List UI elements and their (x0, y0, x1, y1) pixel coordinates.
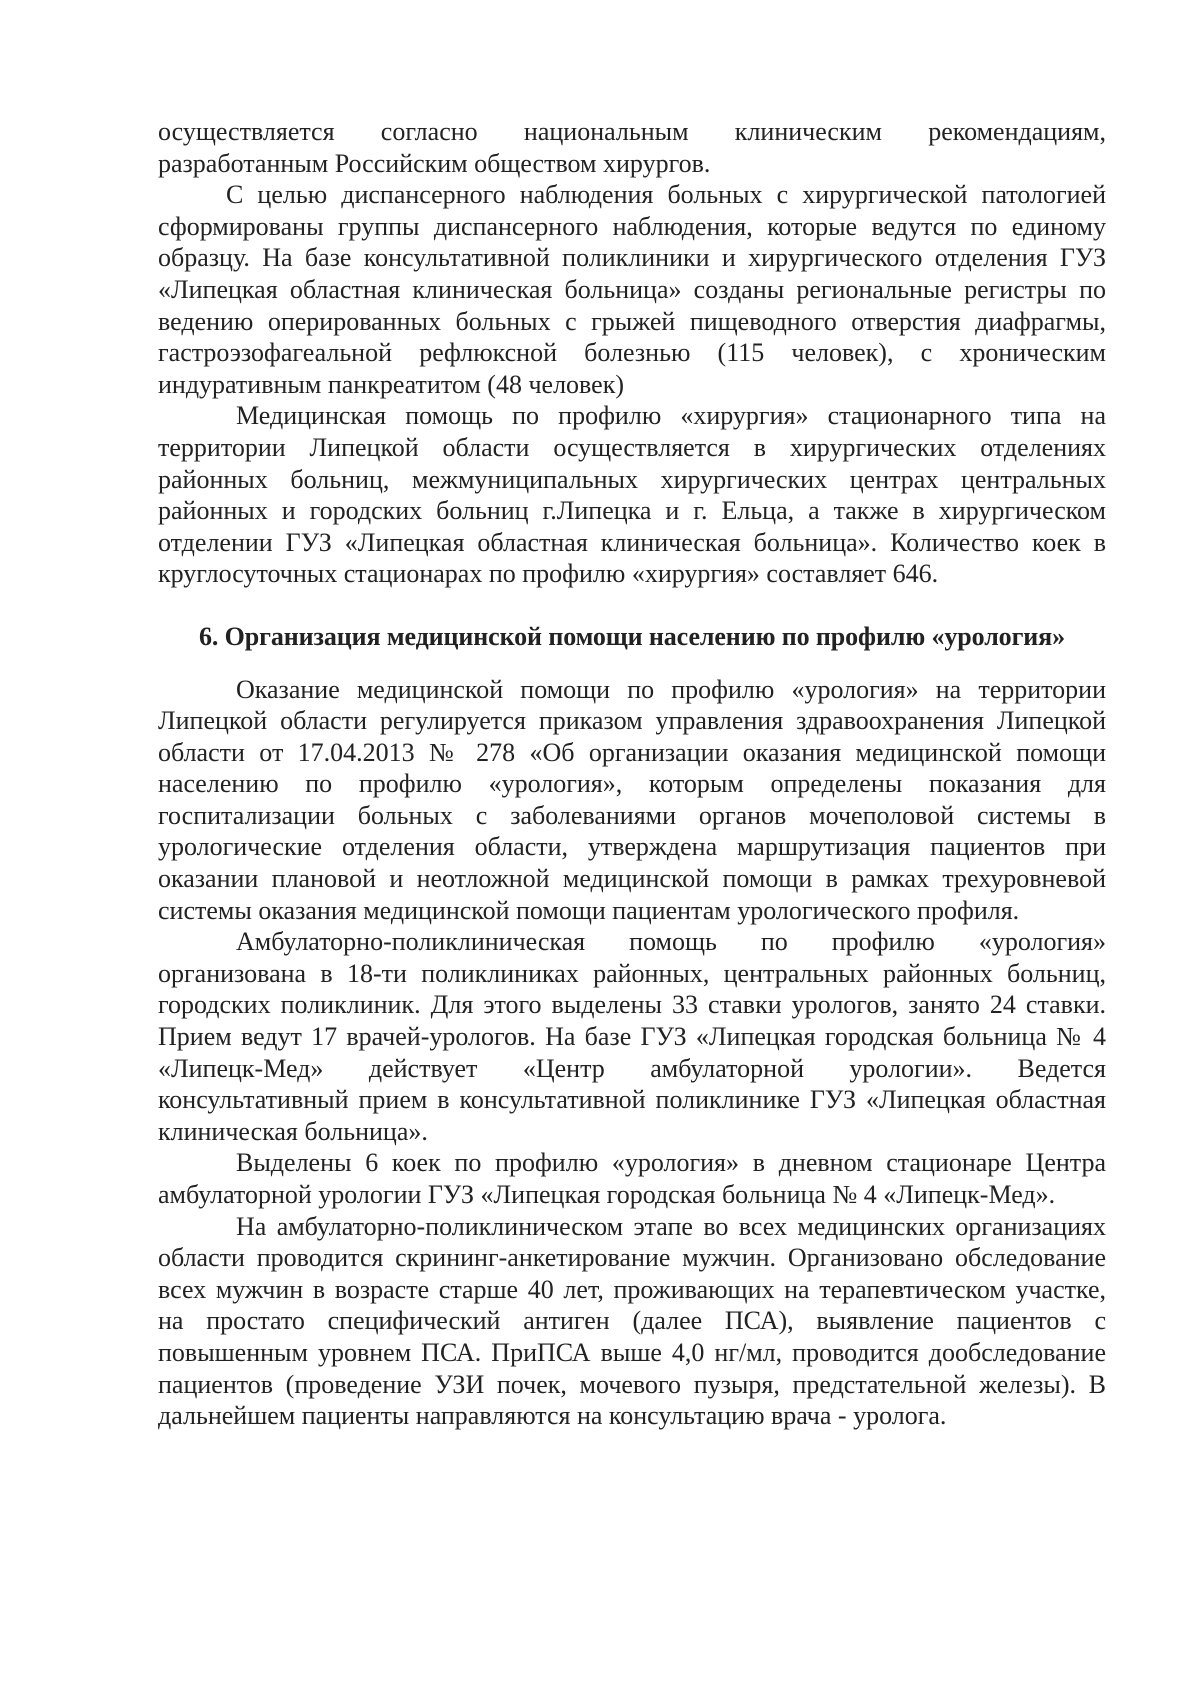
paragraph-surgery-guidelines: осуществляется согласно национальным клиническим рекомендациям, разработанным Российским обществом хирургов. (158, 117, 1106, 178)
paragraph-dispensary-observation: С целью диспансерного наблюдения больных с хирургической патологией сформированы группы диспансерного наблюдения, которые ведутся по единому образцу. На базе консультативной поликлиники и хирургического отделения ГУЗ «Липецкая областная клиническая больница» созданы региональные регистры по ведению оперированных больных с грыжей пищеводного отверстия диафрагмы, гастроэзофагеальной рефлюксной болезнью (115 человек), с хроническим индуративным панкреатитом (48 человек) (158, 180, 1106, 399)
paragraph-inpatient-surgery: Медицинская помощь по профилю «хирургия» стационарного типа на территории Липецкой области осуществляется в хирургических отделениях районных больниц, межмуниципальных хирургических центрах центральных районных и городских больниц г.Липецка и г. Ельца, а также в хирургическом отделении ГУЗ «Липецкая областная клиническая больница». Количество коек в круглосуточных стационарах по профилю «хирургия» составляет 646. (158, 401, 1106, 589)
section-heading-urology: 6. Организация медицинской помощи населению по профилю «урология» (198, 621, 1066, 651)
paragraph-day-hospital-beds: Выделены 6 коек по профилю «урология» в дневном стационаре Центра амбулаторной урологии ГУЗ «Липецкая городская больница № 4 «Липецк-Мед». (158, 1148, 1106, 1209)
paragraph-psa-screening: На амбулаторно-поликлиническом этапе во всех медицинских организациях области проводится скрининг-анкетирование мужчин. Организовано обследование всех мужчин в возрасте старше 40 лет, проживающих на терапевтическом участке, на простато специфический антиген (далее ПСА), выявление пациентов с повышенным уровнем ПСА. ПриПСА выше 4,0 нг/мл, проводится дообследование пациентов (проведение УЗИ почек, мочевого пузыря, предстательной железы). В дальнейшем пациенты направляются на консультацию врача - уролога. (158, 1211, 1106, 1431)
paragraph-outpatient-urology: Амбулаторно-поликлиническая помощь по профилю «урология» организована в 18-ти поликлиниках районных, центральных районных больниц, городских поликлиник. Для этого выделены 33 ставки урологов, занято 24 ставки. Прием ведут 17 врачей-урологов. На базе ГУЗ «Липецкая городская больница № 4 «Липецк-Мед» действует «Центр амбулаторной урологии». Ведется консультативный прием в консультативной поликлинике ГУЗ «Липецкая областная клиническая больница». (158, 927, 1106, 1146)
document-page (158, 116, 1106, 1432)
paragraph-urology-regulation: Оказание медицинской помощи по профилю «урология» на территории Липецкой области регулируется приказом управления здравоохранения Липецкой области от 17.04.2013 № 278 «Об организации оказания медицинской помощи населению по профилю «урология», которым определены показания для госпитализации больных с заболеваниями органов мочеполовой системы в урологические отделения области, утверждена маршрутизация пациентов при оказании плановой и неотложной медицинской помощи в рамках трехуровневой системы оказания медицинской помощи пациентам урологического профиля. (158, 674, 1106, 925)
